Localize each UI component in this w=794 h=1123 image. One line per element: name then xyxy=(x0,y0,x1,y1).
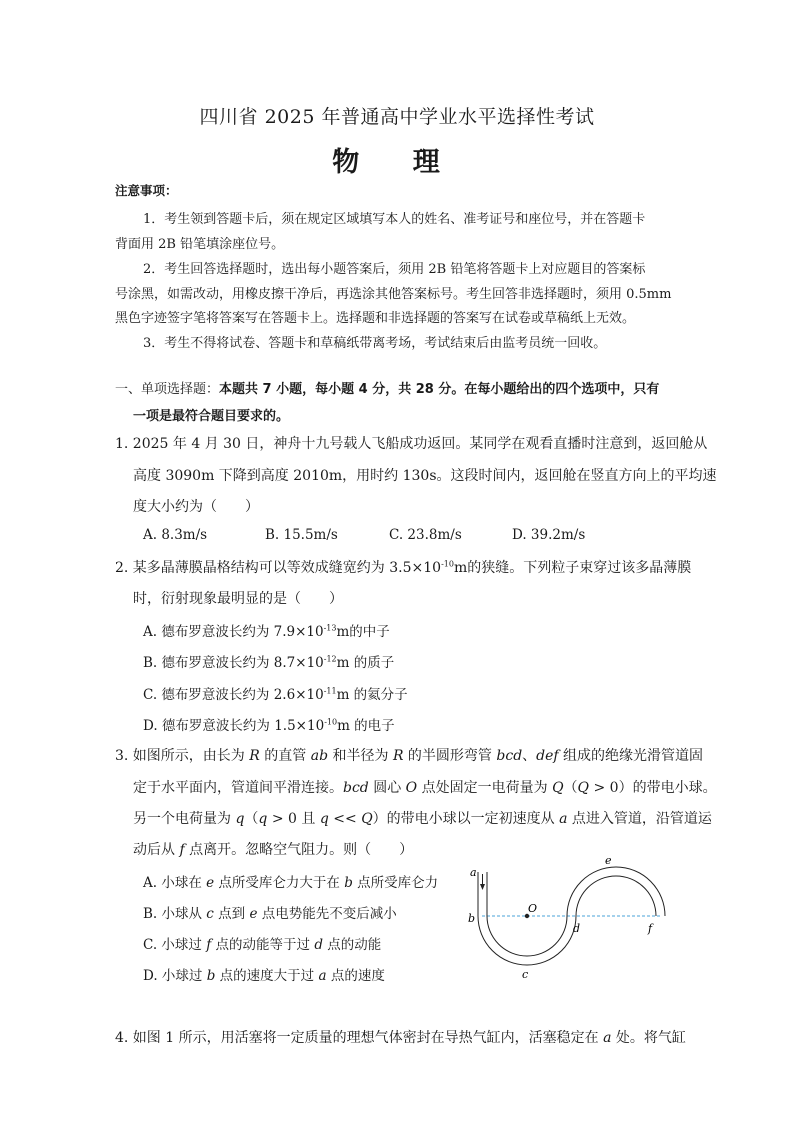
q3-l1-a: 3. 如图所示，由长为 xyxy=(115,748,250,764)
q3-l3-c: > 0 且 xyxy=(267,811,320,827)
q2-line-2: 时，衍射现象最明显的是（ ） xyxy=(133,591,343,607)
q3-b-3: 点电势能先不变后减小 xyxy=(257,906,397,922)
q3-c-3: 点的动能 xyxy=(322,937,382,953)
q2-c-exp: -11 xyxy=(323,686,337,696)
q2-a-tail: m的中子 xyxy=(336,624,390,640)
q2-option-c xyxy=(143,683,408,703)
q3-a-1: A. 小球在 xyxy=(143,875,207,891)
q3-l3-q3: q xyxy=(319,811,329,827)
q4-text-a: 4. 如图 1 所示，用活塞将一定质量的理想气体密封在导热气缸内，活塞稳定在 xyxy=(115,1030,604,1046)
section-heading-line-2: 一项是最符合题目要求的。 xyxy=(133,409,290,424)
q3-option-a xyxy=(143,871,438,891)
q3-l1-c: 和半径为 xyxy=(328,748,393,764)
q3-d-3: 点的速度 xyxy=(326,968,385,984)
q3-l2-Q: Q xyxy=(552,780,564,796)
label-f: f xyxy=(648,922,653,935)
q3-l2-b: 圆心 xyxy=(368,780,406,796)
q3-b-2: 点到 xyxy=(213,906,250,922)
q3-a-e: e xyxy=(206,875,215,891)
q1-option-a: A. 8.3m/s xyxy=(143,527,208,543)
q3-c-2: 点的动能等于过 xyxy=(211,937,315,953)
q1-line-2: 高度 3090m 下降到高度 2010m，用时约 130s。这段时间内，返回舱在竖直方向上的平均速 xyxy=(133,468,717,484)
q3-line-4 xyxy=(133,839,413,859)
notice-line-5: 黑色字迹签字笔将答案写在答题卡上。选择题和非选择题的答案写在试卷或草稿纸上无效。 xyxy=(115,311,636,326)
q2-line-1 xyxy=(115,557,691,577)
q3-l1-d: 的半圆形弯管 xyxy=(403,748,497,764)
q3-l1-f: 组成的绝缘光滑管道固 xyxy=(558,748,704,764)
q2-c-text: C. 德布罗意波长约为 2.6×10 xyxy=(143,687,324,703)
label-c: c xyxy=(522,968,529,981)
q3-l1-e: 、 xyxy=(522,748,537,764)
q3-c-1: C. 小球过 xyxy=(143,937,207,953)
q3-l1-b: 的直管 xyxy=(259,748,311,764)
q2-b-exp: -12 xyxy=(323,654,337,664)
label-d: d xyxy=(573,922,581,935)
q4-line-1 xyxy=(115,1027,686,1047)
q4-text-a-point: a xyxy=(603,1030,612,1046)
q1-option-c: C. 23.8m/s xyxy=(389,527,462,543)
q3-l3-f: 点进入管道，沿管道运 xyxy=(567,811,712,827)
notice-line-2: 背面用 2B 铅笔填涂座位号。 xyxy=(115,237,285,252)
q3-d-1: D. 小球过 xyxy=(143,968,207,984)
q3-l4-b: 点离开。忽略空气阻力。则（ ） xyxy=(184,842,414,858)
q2-c-tail: m 的氦分子 xyxy=(336,687,408,703)
label-e: e xyxy=(605,854,612,867)
q2-option-d xyxy=(143,714,395,734)
q3-line-2 xyxy=(133,777,717,797)
q3-l2-a: 定于水平面内，管道间平滑连接。 xyxy=(133,780,343,796)
q3-l2-bcd: bcd xyxy=(343,780,369,796)
q3-b-1: B. 小球从 xyxy=(143,906,207,922)
q1-line-3: 度大小约为（ ） xyxy=(133,499,259,515)
q3-option-c xyxy=(143,933,381,953)
q3-a-2: 点所受库仑力大于在 xyxy=(214,875,345,891)
q1-option-d: D. 39.2m/s xyxy=(512,527,586,543)
q3-d-2: 点的速度大于过 xyxy=(215,968,319,984)
q3-l1-ab: ab xyxy=(310,748,329,764)
label-b: b xyxy=(468,912,476,925)
q2-option-a xyxy=(143,620,390,640)
q1-option-b: B. 15.5m/s xyxy=(265,527,338,543)
q2-b-text: B. 德布罗意波长约为 8.7×10 xyxy=(143,655,324,671)
q3-l3-b: （ xyxy=(244,811,259,827)
notice-line-3: 2．考生回答选择题时，选出每小题答案后，须用 2B 铅笔将答题卡上对应题目的答案标 xyxy=(143,262,646,277)
pipe-def-inner xyxy=(576,876,656,916)
q2-text-a: 2. 某多晶薄膜晶格结构可以等效成缝宽约为 3.5×10 xyxy=(115,560,442,576)
subject-title: 物 理 xyxy=(332,147,462,178)
q2-b-tail: m 的质子 xyxy=(336,655,395,671)
pipe-bcd-inner xyxy=(487,916,567,956)
q2-d-text: D. 德布罗意波长约为 1.5×10 xyxy=(143,718,325,734)
q3-line-1 xyxy=(115,745,703,765)
section-desc-end: ，只有 xyxy=(620,382,660,397)
q3-option-d xyxy=(143,964,385,984)
q3-l3-q2: q xyxy=(258,811,268,827)
notice-line-1: 1．考生领到答题卡后，须在规定区域填写本人的姓名、准考证号和座位号，并在答题卡 xyxy=(143,212,646,227)
q3-c-d: d xyxy=(314,937,323,953)
q3-c-f: f xyxy=(206,937,212,953)
section-emph: 四个选项中 xyxy=(555,382,621,397)
q3-l3-d: << xyxy=(328,811,362,827)
q3-b-c: c xyxy=(206,906,214,922)
q3-l1-def: def xyxy=(536,748,559,764)
notice-heading: 注意事项： xyxy=(115,183,178,198)
q3-l2-Q2: Q xyxy=(577,780,590,796)
q3-l2-c: 点处固定一电荷量为 xyxy=(417,780,553,796)
q3-a-3: 点所受库仑力 xyxy=(352,875,439,891)
section-desc: 本题共 7 小题，每小题 4 分，共 28 分。在每小题给出的 xyxy=(219,382,556,397)
q3-l4-a: 动后从 xyxy=(133,842,180,858)
q3-l1-R2: R xyxy=(392,748,404,764)
q3-l3-a: 另一个电荷量为 xyxy=(133,811,236,827)
q3-d-a: a xyxy=(318,968,327,984)
q3-pipe-figure xyxy=(460,852,670,982)
entry-arrow-head xyxy=(480,884,485,890)
q3-b-e: e xyxy=(249,906,258,922)
q3-l1-R: R xyxy=(249,748,260,764)
q3-l2-O: O xyxy=(405,780,418,796)
label-a: a xyxy=(470,866,477,879)
q3-d-b: b xyxy=(206,968,216,984)
notice-line-4: 号涂黑，如需改动，用橡皮擦干净后，再选涂其他答案标号。考生回答非选择题时，须用 0.5mm xyxy=(115,287,672,302)
q2-a-text: A. 德布罗意波长约为 7.9×10 xyxy=(143,624,324,640)
pipe-def-outer xyxy=(567,867,665,916)
pipe-bcd-outer xyxy=(478,916,576,965)
q1-line-1: 1. 2025 年 4 月 30 日，神舟十九号载人飞船成功返回。某同学在观看直播时注意到，返回舱从 xyxy=(115,436,708,452)
q3-line-3 xyxy=(133,808,712,828)
section-label: 一、单项选择题： xyxy=(115,382,220,397)
q2-option-b xyxy=(143,651,394,671)
q2-a-exp: -13 xyxy=(323,623,337,633)
section-heading xyxy=(115,378,659,397)
q3-l3-e: ）的带电小球以一定初速度从 xyxy=(372,811,560,827)
q4-text-b: 处。将气缸 xyxy=(611,1030,686,1046)
q3-l3-a2: a xyxy=(559,811,568,827)
q3-l2-d: （ xyxy=(563,780,578,796)
q3-l4-f: f xyxy=(179,842,185,858)
q2-exponent: -10 xyxy=(441,559,454,569)
q3-l1-bcd: bcd xyxy=(496,748,523,764)
q3-l2-e: > 0）的带电小球。 xyxy=(589,780,717,796)
exam-title: 四川省 2025 年普通高中学业水平选择性考试 xyxy=(199,106,595,128)
q3-l3-Q: Q xyxy=(361,811,373,827)
notice-line-6: 3．考生不得将试卷、答题卡和草稿纸带离考场，考试结束后由监考员统一回收。 xyxy=(143,336,607,351)
q2-d-tail: m 的电子 xyxy=(337,718,395,734)
q3-option-b xyxy=(143,902,397,922)
q2-d-exp: -10 xyxy=(324,717,338,727)
q3-a-b: b xyxy=(344,875,353,891)
label-o: O xyxy=(528,902,538,915)
q3-l3-q: q xyxy=(235,811,245,827)
q2-text-b: m的狭缝。下列粒子束穿过该多晶薄膜 xyxy=(453,560,692,576)
